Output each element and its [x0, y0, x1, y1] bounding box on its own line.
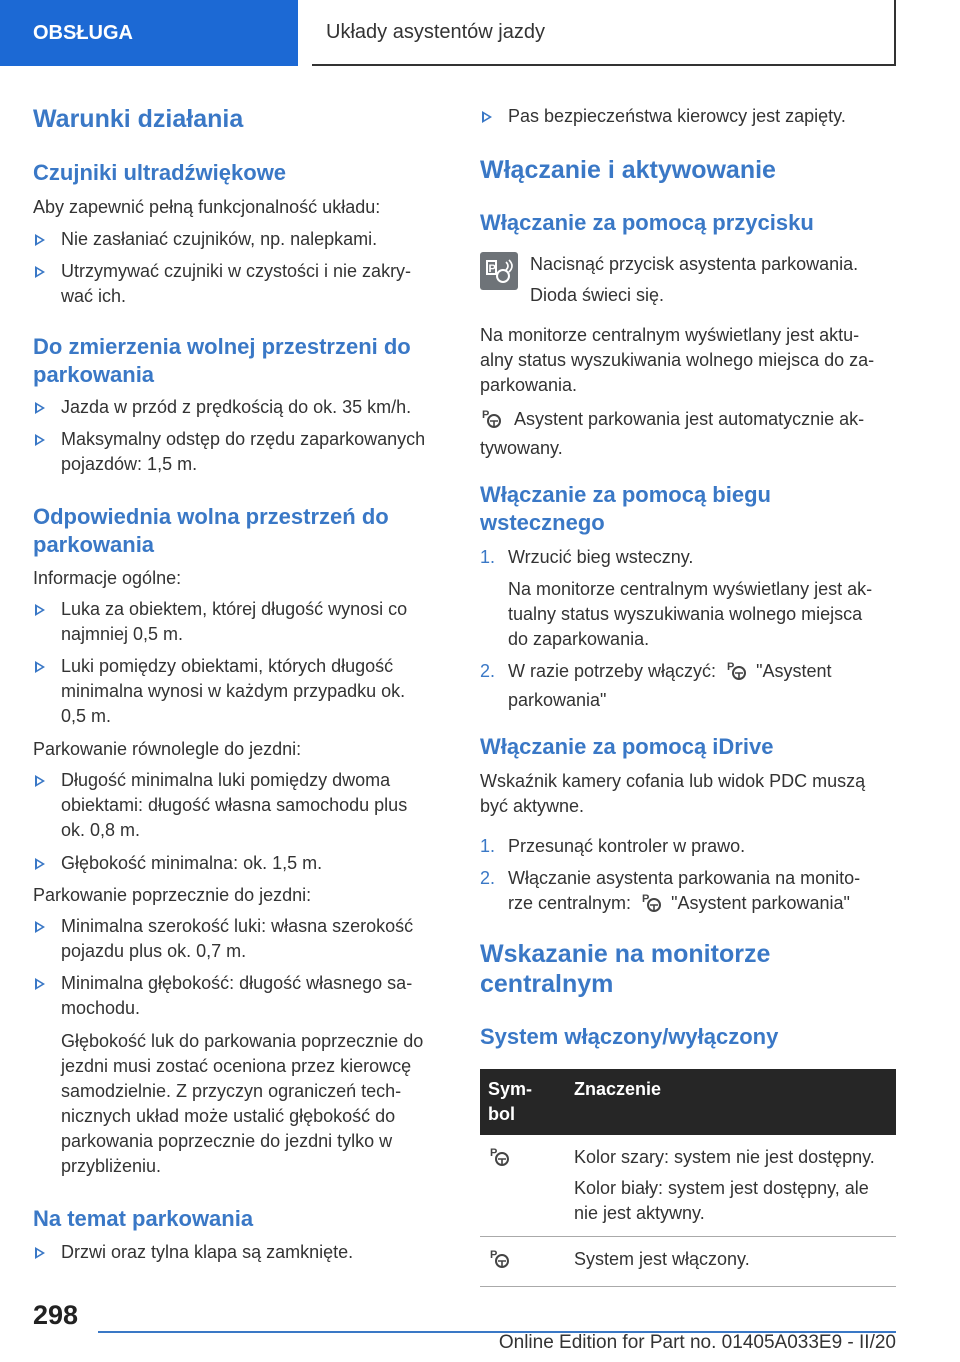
heading-bieg: Włączanie za pomocą biegu wstecznego [480, 482, 771, 535]
list-item: Utrzymywać czujniki w czystości i nie zakry‐ wać ich. [33, 259, 481, 309]
table-cell-symbol [480, 1135, 566, 1237]
poprzecznie-label: Parkowanie poprzecznie do jezdni: [33, 885, 312, 905]
bullet-triangle-icon [35, 775, 45, 787]
list-item: Drzwi oraz tylna klapa są zamknięte. [33, 1240, 481, 1265]
table-row [480, 1237, 896, 1287]
heading-idrive: Włączanie za pomocą iDrive [480, 734, 774, 759]
list-item: 1. Wrzucić bieg wsteczny. [480, 547, 694, 567]
svg-text:P: P [490, 1147, 498, 1159]
bullet-triangle-icon [35, 858, 45, 870]
table-row [480, 1135, 896, 1237]
svg-text:P: P [642, 893, 650, 905]
list-item: Jazda w przód z prędkością do ok. 35 km/h. [33, 395, 481, 420]
list-item: Głębokość minimalna: ok. 1,5 m. [33, 851, 481, 876]
info-label: Informacje ogólne: [33, 568, 182, 588]
table-cell-symbol [480, 1237, 566, 1287]
symbol-table [480, 1069, 896, 1287]
przycisk-text-2: Dioda świeci się. [530, 285, 665, 305]
footer-edition: Online Edition for Part no. 01405A033E9 - II/20 [498, 1332, 896, 1353]
parking-assistant-icon [636, 891, 666, 920]
parking-assistant-icon [721, 659, 751, 688]
table-header-meaning: Znaczenie [566, 1069, 896, 1135]
list-item: Pas bezpieczeństwa kierowcy jest zapięty. [480, 104, 924, 129]
parking-assistant-icon [488, 1147, 518, 1171]
heading-zmierzenie: Do zmierzenia wolnej przestrzeni do parkowania [33, 334, 411, 387]
heading-temat: Na temat parkowania [33, 1206, 254, 1231]
bullet-triangle-icon [35, 234, 45, 246]
bullet-triangle-icon [35, 1247, 45, 1259]
bullet-triangle-icon [35, 434, 45, 446]
list-item: Minimalna głębokość: długość własnego sa‐ mochodu. [33, 971, 481, 1021]
svg-text:P: P [482, 409, 490, 421]
heading-wskazanie: Wskazanie na monitorze centralnym [480, 940, 771, 998]
list-item: Minimalna szerokość luki: własna szerokość pojazdu plus ok. 0,7 m. [33, 914, 481, 964]
bullet-triangle-icon [35, 266, 45, 278]
bullet-triangle-icon [35, 604, 45, 616]
monitor-paragraph: Na monitorze centralnym wyświetlany jest aktu‐ alny status wyszukiwania wolnego miejsca do za‐ parkowania. [480, 325, 875, 395]
heading-czujniki: Czujniki ultradźwiękowe [33, 160, 287, 185]
rownolegle-label: Parkowanie równolegle do jezdni: [33, 739, 302, 759]
bullet-triangle-icon [482, 111, 492, 123]
list-item: 2. Włączanie asystenta parkowania na monito‐ rze centralnym: P "Asystent parkowania" [480, 866, 924, 920]
svg-text:P: P [488, 263, 496, 275]
list-item: Długość minimalna luki pomiędzy dwoma obiektami: długość własna samochodu plus ok. 0,8 m. [33, 768, 481, 843]
bullet-triangle-icon [35, 661, 45, 673]
page-number: 298 [33, 1300, 79, 1330]
list-item: Nie zasłaniać czujników, np. nalepkami. [33, 227, 481, 252]
list-item: Luka za obiektem, której długość wynosi co najmniej 0,5 m. [33, 597, 481, 647]
header-section: OBSŁUGA [0, 0, 298, 66]
heading-odpowiednia: Odpowiednia wolna przestrzeń do parkowania [33, 504, 389, 557]
table-cell-meaning: Kolor szary: system nie jest dostępny. Kolor biały: system jest dostępny, ale nie jest aktywny. [566, 1135, 896, 1237]
przycisk-text-1: Nacisnąć przycisk asystenta parkowania. [530, 254, 859, 274]
heading-warunki: Warunki działania [33, 105, 244, 133]
bullet-triangle-icon [35, 921, 45, 933]
idrive-paragraph: Wskaźnik kamery cofania lub widok PDC muszą być aktywne. [480, 771, 866, 816]
list-item: 1. Przesunąć kontroler w prawo. [480, 836, 746, 856]
auto-paragraph: P Asystent parkowania jest automatycznie ak‐ tywowany. [480, 409, 865, 458]
bieg-note: Na monitorze centralnym wyświetlany jest ak‐ tualny status wyszukiwania wolnego miejsca do zaparkowania. [508, 579, 873, 649]
parking-assistant-button-icon [480, 252, 518, 290]
table-header-symbol: Sym‐ bol [480, 1069, 566, 1135]
svg-text:P: P [490, 1249, 498, 1261]
parking-assistant-icon [480, 407, 510, 436]
table-cell-meaning: System jest włączony. [566, 1237, 896, 1287]
svg-text:P: P [727, 661, 735, 673]
bullet-triangle-icon [35, 402, 45, 414]
heading-wlaczanie: Włączanie i aktywowanie [480, 156, 776, 184]
list-item: 2. W razie potrzeby włączyć: P "Asystent parkowania" [480, 661, 832, 710]
list-item: Maksymalny odstęp do rzędu zaparkowanych pojazdów: 1,5 m. [33, 427, 481, 477]
header-chapter: Układy asystentów jazdy [312, 0, 896, 66]
heading-system: System włączony/wyłączony [480, 1024, 779, 1049]
bullet-triangle-icon [35, 978, 45, 990]
parking-assistant-icon [488, 1249, 518, 1273]
poprzecznie-note: Głębokość luk do parkowania poprzecznie do jezdni musi zostać oceniona przez kierowcę samodzielnie. Z przyczyn ograniczeń tech‐ nicznych układ może ustalić głębokość do parkowania poprzecznie do jezdni tylko w przybliżeniu. [61, 1031, 424, 1176]
czujniki-intro: Aby zapewnić pełną funkcjonalność układu: [33, 197, 381, 217]
heading-przycisk: Włączanie za pomocą przycisku [480, 210, 814, 235]
list-item: Luki pomiędzy obiektami, których długość minimalna wynosi w każdym przypadku ok. 0,5 m. [33, 654, 481, 729]
